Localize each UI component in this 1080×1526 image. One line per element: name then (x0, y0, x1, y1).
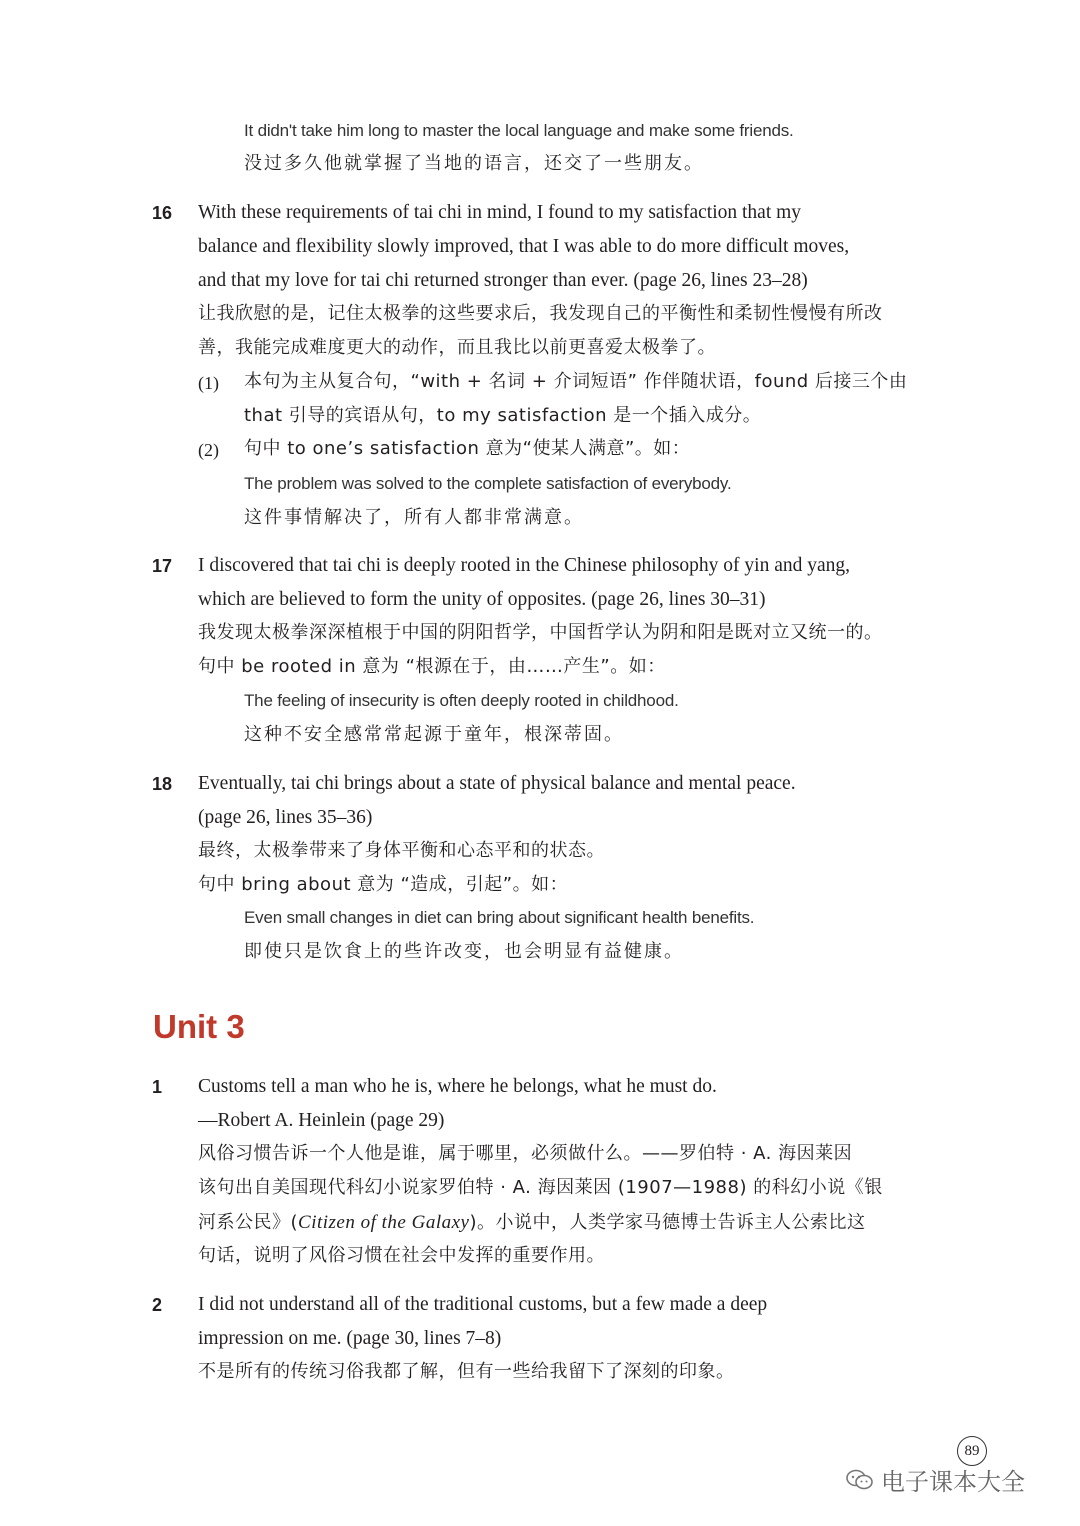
note-marker-2: (2) (198, 440, 219, 460)
example-sentence-en: Even small changes in diet can bring about significant health benefits. (244, 908, 755, 927)
item16-zh-line: 善，我能完成难度更大的动作，而且我比以前更喜爱太极拳了。 (198, 337, 716, 358)
u3-item1-zh-line: 风俗习惯告诉一个人他是谁，属于哪里，必须做什么。——罗伯特 · A. 海因莱因 (198, 1143, 853, 1164)
unit-heading: Unit 3 (153, 1008, 245, 1045)
example-sentence-zh: 没过多久他就掌握了当地的语言，还交了一些朋友。 (244, 153, 704, 174)
u3-item1-zh-line: 句话，说明了风俗习惯在社会中发挥的重要作用。 (198, 1245, 605, 1266)
item16-zh-line: 让我欣慰的是，记住太极拳的这些要求后，我发现自己的平衡性和柔韧性慢慢有所改 (198, 303, 883, 324)
example-sentence-en: It didn't take him long to master the local language and make some friends. (244, 121, 794, 140)
item-number-17: 17 (152, 556, 173, 576)
note-marker-1: (1) (198, 373, 219, 393)
item-number-1: 1 (152, 1077, 163, 1097)
item16-en-line: and that my love for tai chi returned stronger than ever. (page 26, lines 23–28) (198, 270, 808, 291)
item18-en-line: Eventually, tai chi brings about a state of physical balance and mental peace. (198, 773, 796, 794)
u3-item2-en-line: impression on me. (page 30, lines 7–8) (198, 1328, 502, 1349)
note-line: that 引导的宾语从句，to my satisfaction 是一个插入成分。 (244, 405, 762, 426)
item18-en-line: (page 26, lines 35–36) (198, 807, 373, 828)
item-number-2: 2 (152, 1295, 163, 1315)
item16-en-line: With these requirements of tai chi in mind, I found to my satisfaction that my (198, 202, 802, 223)
item16-en-line: balance and flexibility slowly improved, that I was able to do more difficult moves, (198, 236, 850, 257)
watermark (845, 1462, 1025, 1497)
u3-item2-zh-line: 不是所有的传统习俗我都了解，但有一些给我留下了深刻的印象。 (198, 1361, 735, 1382)
item-number-18: 18 (152, 774, 173, 794)
note-line: 本句为主从复合句，“with + 名词 + 介词短语” 作伴随状语，found 后接三个由 (244, 371, 908, 392)
example-sentence-zh: 这种不安全感常常起源于童年，根深蒂固。 (244, 724, 624, 745)
u3-item1-en-line: Customs tell a man who he is, where he belongs, what he must do. (198, 1076, 717, 1097)
item17-zh-line: 我发现太极拳深深植根于中国的阴阳哲学，中国哲学认为阴和阳是既对立又统一的。 (198, 622, 883, 643)
watermark-text: 电子课本大全 (881, 1468, 1025, 1496)
example-sentence-zh: 这件事情解决了，所有人都非常满意。 (244, 507, 584, 528)
u3-item1-zh-line: 该句出自美国现代科幻小说家罗伯特 · A. 海因莱因 (1907—1988) 的科幻小说《银 (198, 1177, 883, 1198)
text-span: 河系公民》( (198, 1212, 299, 1233)
example-sentence-en: The problem was solved to the complete satisfaction of everybody. (244, 474, 732, 493)
book-title-italic: Citizen of the Galaxy (298, 1212, 470, 1233)
u3-item1-zh-line (198, 1213, 866, 1232)
text-span: )。小说中，人类学家马德博士告诉主人公索比这 (469, 1212, 866, 1233)
example-sentence-zh: 即使只是饮食上的些许改变，也会明显有益健康。 (244, 941, 684, 962)
example-sentence-en: The feeling of insecurity is often deeply rooted in childhood. (244, 691, 679, 710)
item-number-16: 16 (152, 203, 173, 223)
u3-item1-en-line: —Robert A. Heinlein (page 29) (198, 1110, 445, 1131)
u3-item2-en-line: I did not understand all of the traditional customs, but a few made a deep (198, 1294, 768, 1315)
item18-zh-line: 句中 bring about 意为 “造成，引起”。如： (198, 874, 569, 895)
page-number: 89 (957, 1436, 987, 1466)
item17-en-line: which are believed to form the unity of opposites. (page 26, lines 30–31) (198, 589, 766, 610)
item18-zh-line: 最终，太极拳带来了身体平衡和心态平和的状态。 (198, 840, 605, 861)
item17-en-line: I discovered that tai chi is deeply rooted in the Chinese philosophy of yin and yang, (198, 555, 851, 576)
item17-zh-line: 句中 be rooted in 意为 “根源在于，由……产生”。如： (198, 656, 666, 677)
note-line: 句中 to one’s satisfaction 意为“使某人满意”。如： (244, 438, 691, 459)
wechat-icon (845, 1468, 875, 1492)
